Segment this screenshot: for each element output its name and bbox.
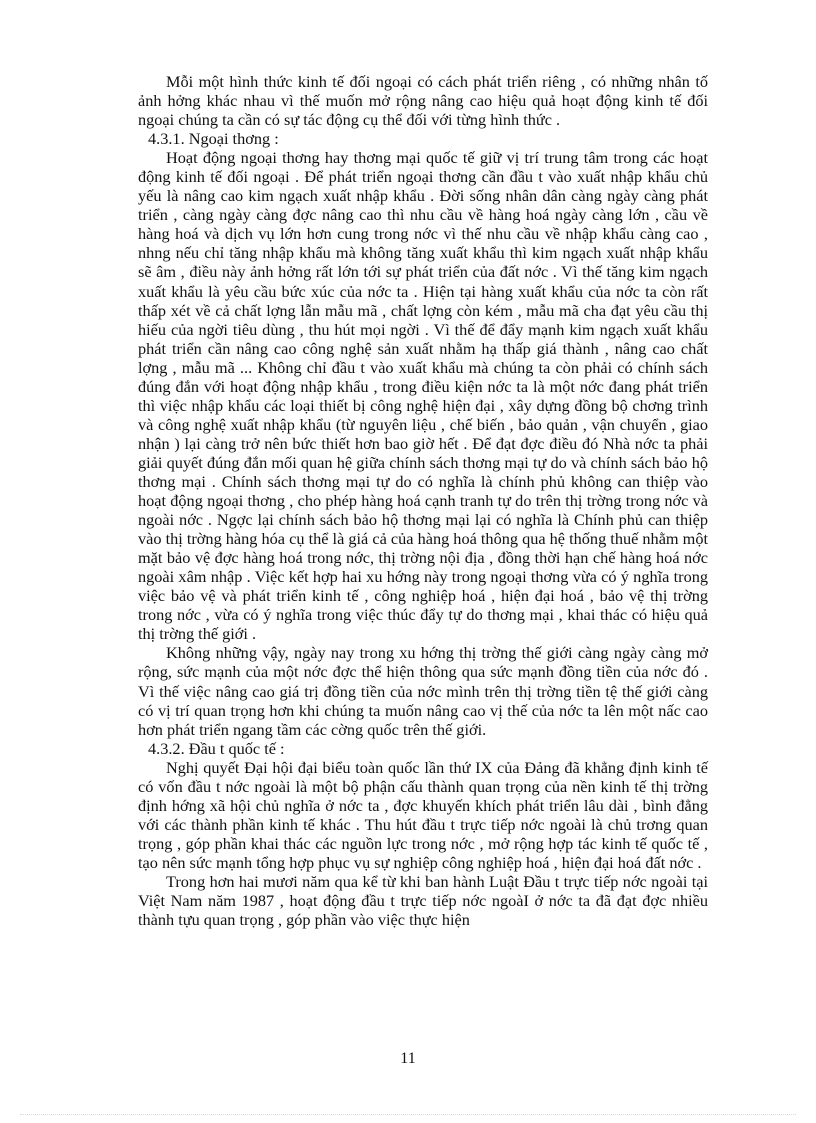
section-heading-foreign-trade: 4.3.1. Ngoại thơng : — [148, 129, 279, 149]
intro-paragraph: Mỗi một hình thức kinh tế đối ngoại có cách phát triển riêng , có những nhân tố ảnh hởng khác nhau vì thế muốn mở rộng nâng cao hiệu quả hoạt động kinh tế đối ngoại chúng ta cần có sự tác động cụ thể đối với từng hình thức . — [138, 72, 708, 130]
investment-paragraph-1: Nghị quyết Đại hội đại biểu toàn quốc lần thứ IX của Đảng đã khẳng định kinh tế có vốn đầu t nớc ngoài là một bộ phận cấu thành quan trọng của nền kinh tế thị trờng định hớng xã hội chủ nghĩa ở nớc ta , đợc khuyến khích phát triển lâu dài , bình đẳng với các thành phần kinh tế khác . Thu hút đầu t trực tiếp nớc ngoài là chủ trơng quan trọng , góp phần khai thác các nguồn lực trong nớc , mở rộng hợp tác kinh tế quốc tế , tạo nên sức mạnh tổng hợp phục vụ sự nghiệp công nghiệp hoá , hiện đại hoá đất nớc . — [138, 757, 708, 872]
foreign-trade-paragraph-1: Hoạt động ngoại thơng hay thơng mại quốc tế giữ vị trí trung tâm trong các hoạt động kinh tế đối ngoại . Để phát triển ngoại thơng cần đầu t vào xuất nhập khẩu chủ yếu là nâng cao kim ngạch xuất nhập khẩu . Đời sống nhân dân càng ngày càng phát triển , càng ngày càng đợc nâng cao thì nhu cầu về hàng hoá ngày càng lớn , cầu về hàng hoá và dịch vụ lớn hơn cung trong nớc vì thế nhu cầu về nhập khẩu càng cao , nhng nếu chỉ tăng nhập khẩu mà không tăng xuất khẩu thì kim ngạch xuất nhập khẩu sẽ âm , điều này ảnh hởng rất lớn tới sự phát triển của đất nớc . Vì thế tăng kim ngạch xuất khẩu là yêu cầu bức xúc của nớc ta . Hiện tại hàng xuất khẩu của nớc ta còn rất thấp xét về cả chất lợng lẫn mẫu mã , chất lợng còn kém , mẫu mã cha đạt yêu cầu thị hiếu của ngời tiêu dùng , thu hút mọi ngời . Vì thế để đẩy mạnh kim ngạch xuất khẩu phát triển cần nâng cao công nghệ sản xuất nhằm hạ thấp giá thành , nâng cao chất lợng , mẫu mã ... Không chỉ đầu t vào xuất khẩu mà chúng ta còn phải có chính sách đúng đắn với hoạt động nhập khẩu , trong điều kiện nớc ta là một nớc đang phát triển thì việc nhập khẩu các loại thiết bị công nghệ hiện đại , xây dựng đồng bộ chơng trình và công nghệ xuất nhập khẩu (từ nguyên liệu , chế biến , bảo quản , vận chuyển , giao nhận ) lại càng trở nên bức thiết hơn bao giờ hết . Để đạt đợc điều đó Nhà nớc ta phải giải quyết đúng đắn mối quan hệ giữa chính sách thơng mại tự do và chính sách bảo hộ thơng mại . Chính sách thơng mại tự do có nghĩa là chính phủ không can thiệp vào hoạt động ngoại thơng , cho phép hàng hoá cạnh tranh tự do trên thị trờng trong nớc và ngoài nớc . Ngợc lại chính sách bảo hộ thơng mại lại có nghĩa là Chính phủ can thiệp vào thị trờng hàng hóa cụ thể là giá cả của hàng hoá thông qua hệ thống thuế nhằm một mặt bảo vệ đợc hàng hoá trong nớc, thị trờng nội địa , đồng thời hạn chế hàng hoá nớc ngoài xâm nhập . Việc kết hợp hai xu hớng này trong ngoại thơng vừa có ý nghĩa trong việc bảo vệ và phát triển kinh tế , công nghiệp hoá , hiện đại hoá , bảo vệ thị trờng trong nớc , vừa có ý nghĩa trong việc thúc đẩy tự do thơng mại , khai thác có hiệu quả thị trờng thế giới . — [138, 148, 708, 644]
page-number: 11 — [400, 1050, 416, 1067]
page-body — [138, 72, 708, 929]
foreign-trade-paragraph-2: Không những vậy, ngày nay trong xu hớng thị trờng thế giới càng ngày càng mở rộng, sức mạnh của một nớc đợc thể hiện thông qua sức mạnh đồng tiền của nớc đó . Vì thế việc nâng cao giá trị đồng tiền của nớc mình trên thị trờng tiền tệ thế giới càng có vị trí quan trọng hơn khi chúng ta muốn nâng cao vị thế của nớc ta lên một nấc cao hơn phát triển ngang tầm các cờng quốc trên thế giới. — [138, 643, 708, 739]
investment-paragraph-2: Trong hơn hai mươi năm qua kể từ khi ban hành Luật Đầu t trực tiếp nớc ngoài tại Việt Nam năm 1987 , hoạt động đầu t trực tiếp nớc ngoàI ở nớc ta đã đạt đợc nhiều thành tựu quan trọng , góp phần vào việc thực hiện — [138, 871, 708, 930]
page-bottom-divider — [20, 1114, 796, 1115]
section-heading-international-investment: 4.3.2. Đầu t quốc tế : — [148, 738, 285, 758]
